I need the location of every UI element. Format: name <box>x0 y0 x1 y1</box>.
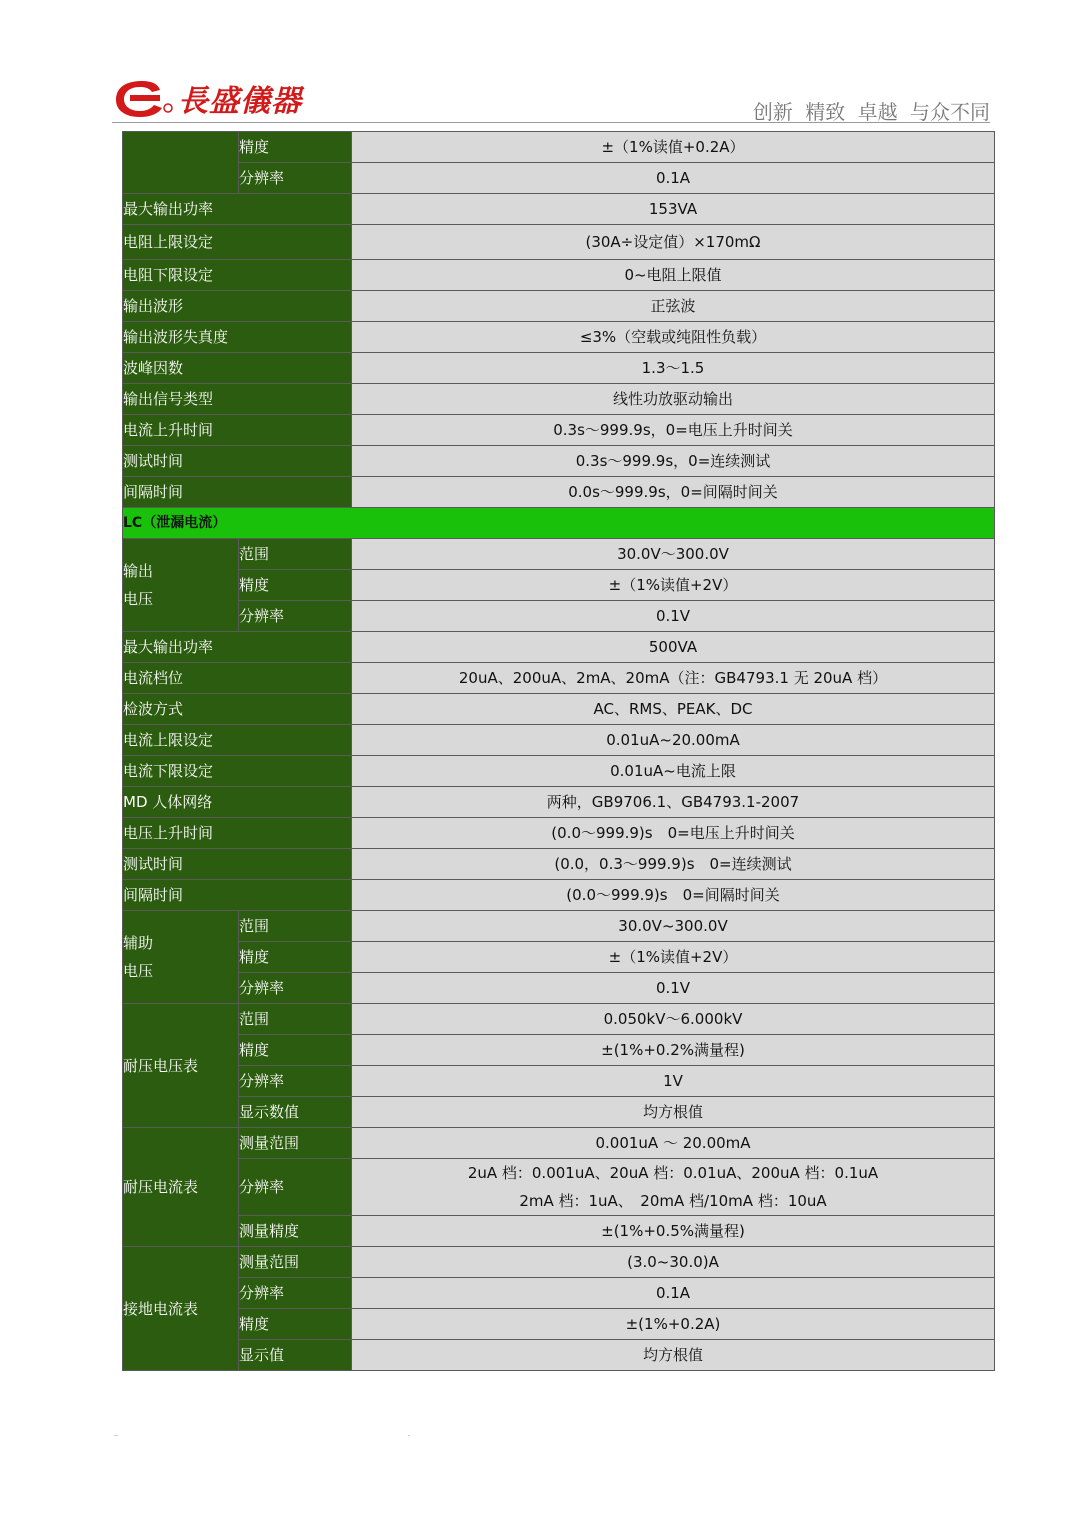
sub-label: 分辨率 <box>239 1066 352 1097</box>
row-label: 最大输出功率 <box>123 194 352 225</box>
section-row <box>123 508 995 539</box>
spec-table <box>122 131 995 1371</box>
value-cell: 1V <box>352 1066 995 1097</box>
value-cell: (3.0~30.0)A <box>352 1247 995 1278</box>
sub-label: 分辨率 <box>239 973 352 1004</box>
row-label: 输出波形失真度 <box>123 322 352 353</box>
value-cell: 0~电阻上限值 <box>352 260 995 291</box>
group-label <box>123 911 239 1004</box>
table-row <box>123 446 995 477</box>
sub-label: 分辨率 <box>239 601 352 632</box>
value-cell: ±（1%读值+0.2A） <box>352 132 995 163</box>
row-label: 间隔时间 <box>123 880 352 911</box>
value-cell: (30A÷设定值）×170mΩ <box>352 225 995 260</box>
table-row <box>123 911 995 942</box>
value-cell: 30.0V～300.0V <box>352 539 995 570</box>
sub-label: 精度 <box>239 132 352 163</box>
table-row <box>123 353 995 384</box>
table-row <box>123 1340 995 1371</box>
table-row <box>123 225 995 260</box>
value-line: 2uA 档：0.001uA、20uA 档：0.01uA、200uA 档：0.1uA <box>467 1164 879 1182</box>
row-label: 输出信号类型 <box>123 384 352 415</box>
table-row <box>123 1128 995 1159</box>
table-row <box>123 1216 995 1247</box>
table-row <box>123 663 995 694</box>
value-cell: 0.1A <box>352 163 995 194</box>
value-cell: (0.0，0.3～999.9)s 0=连续测试 <box>352 849 995 880</box>
table-row <box>123 849 995 880</box>
footer-mark <box>408 1435 410 1436</box>
row-label: 电压上升时间 <box>123 818 352 849</box>
table-row <box>123 163 995 194</box>
row-label: 波峰因数 <box>123 353 352 384</box>
table-row <box>123 787 995 818</box>
sub-label: 分辨率 <box>239 1159 352 1216</box>
table-row <box>123 291 995 322</box>
table-row <box>123 384 995 415</box>
value-cell: ±(1%+0.2A) <box>352 1309 995 1340</box>
sub-label: 精度 <box>239 1035 352 1066</box>
sub-label: 显示值 <box>239 1340 352 1371</box>
table-row <box>123 477 995 508</box>
table-row <box>123 1097 995 1128</box>
value-cell: 0.01uA~20.00mA <box>352 725 995 756</box>
group-label: 耐压电流表 <box>123 1128 239 1247</box>
value-cell: (0.0～999.9)s 0=间隔时间关 <box>352 880 995 911</box>
value-cell: 0.1V <box>352 973 995 1004</box>
sub-label: 显示数值 <box>239 1097 352 1128</box>
value-cell: ±(1%+0.2%满量程) <box>352 1035 995 1066</box>
table-row <box>123 942 995 973</box>
table-row <box>123 1066 995 1097</box>
value-cell <box>352 1159 995 1216</box>
sub-label: 范围 <box>239 1004 352 1035</box>
value-cell: ±（1%读值+2V） <box>352 942 995 973</box>
table-row <box>123 194 995 225</box>
table-row <box>123 1309 995 1340</box>
sub-label: 分辨率 <box>239 1278 352 1309</box>
value-cell: 30.0V~300.0V <box>352 911 995 942</box>
value-cell: 500VA <box>352 632 995 663</box>
brand-logo-icon <box>112 78 174 118</box>
value-cell: 均方根值 <box>352 1097 995 1128</box>
table-row <box>123 818 995 849</box>
sub-label: 分辨率 <box>239 163 352 194</box>
group-label-line: 辅助 <box>123 934 154 952</box>
table-row <box>123 880 995 911</box>
table-row <box>123 260 995 291</box>
group-label <box>123 539 239 632</box>
table-row <box>123 570 995 601</box>
value-cell: 1.3～1.5 <box>352 353 995 384</box>
table-row <box>123 1278 995 1309</box>
value-cell: AC、RMS、PEAK、DC <box>352 694 995 725</box>
table-row <box>123 1247 995 1278</box>
value-cell: 0.050kV～6.000kV <box>352 1004 995 1035</box>
value-cell: ±(1%+0.5%满量程) <box>352 1216 995 1247</box>
table-row <box>123 756 995 787</box>
value-cell: 0.0s～999.9s，0=间隔时间关 <box>352 477 995 508</box>
value-cell: 正弦波 <box>352 291 995 322</box>
value-cell: ≤3%（空载或纯阻性负载） <box>352 322 995 353</box>
value-cell: 0.01uA~电流上限 <box>352 756 995 787</box>
group-label <box>123 132 239 194</box>
table-row <box>123 694 995 725</box>
sub-label: 范围 <box>239 539 352 570</box>
sub-label: 精度 <box>239 1309 352 1340</box>
group-label: 接地电流表 <box>123 1247 239 1371</box>
table-row <box>123 322 995 353</box>
value-cell: 153VA <box>352 194 995 225</box>
table-row <box>123 539 995 570</box>
row-label: MD 人体网络 <box>123 787 352 818</box>
page-header <box>112 72 990 123</box>
row-label: 测试时间 <box>123 446 352 477</box>
value-cell: 0.1V <box>352 601 995 632</box>
table-row <box>123 1159 995 1216</box>
brand-logo <box>112 78 302 118</box>
value-cell: 线性功放驱动输出 <box>352 384 995 415</box>
footer-mark <box>114 1435 118 1436</box>
row-label: 最大输出功率 <box>123 632 352 663</box>
table-row <box>123 632 995 663</box>
row-label: 电流上限设定 <box>123 725 352 756</box>
row-label: 电流下限设定 <box>123 756 352 787</box>
value-line: 2mA 档：1uA、 20mA 档/10mA 档：10uA <box>519 1192 827 1210</box>
table-row <box>123 415 995 446</box>
row-label: 电流上升时间 <box>123 415 352 446</box>
sub-label: 测量范围 <box>239 1128 352 1159</box>
table-row <box>123 601 995 632</box>
table-row <box>123 1035 995 1066</box>
sub-label: 测量范围 <box>239 1247 352 1278</box>
value-cell: 0.001uA ～ 20.00mA <box>352 1128 995 1159</box>
row-label: 电阻上限设定 <box>123 225 352 260</box>
table-row <box>123 1004 995 1035</box>
row-label: 检波方式 <box>123 694 352 725</box>
row-label: 输出波形 <box>123 291 352 322</box>
value-cell: 两种，GB9706.1、GB4793.1-2007 <box>352 787 995 818</box>
value-cell: 0.3s～999.9s，0=连续测试 <box>352 446 995 477</box>
row-label: 电流档位 <box>123 663 352 694</box>
slogan: 创新 精致 卓越 与众不同 <box>752 100 990 124</box>
row-label: 测试时间 <box>123 849 352 880</box>
value-cell: 均方根值 <box>352 1340 995 1371</box>
value-cell: 0.1A <box>352 1278 995 1309</box>
value-cell: 20uA、200uA、2mA、20mA（注：GB4793.1 无 20uA 档） <box>352 663 995 694</box>
row-label: 间隔时间 <box>123 477 352 508</box>
value-cell: 0.3s～999.9s，0=电压上升时间关 <box>352 415 995 446</box>
section-header-lc: LC（泄漏电流） <box>123 508 995 539</box>
value-cell: ±（1%读值+2V） <box>352 570 995 601</box>
group-label-line: 电压 <box>123 590 154 608</box>
group-label: 耐压电压表 <box>123 1004 239 1128</box>
sub-label: 测量精度 <box>239 1216 352 1247</box>
row-label: 电阻下限设定 <box>123 260 352 291</box>
group-label-line: 电压 <box>123 962 154 980</box>
brand-name: 長盛儀器 <box>178 84 302 119</box>
value-cell: (0.0～999.9)s 0=电压上升时间关 <box>352 818 995 849</box>
sub-label: 精度 <box>239 570 352 601</box>
table-row <box>123 973 995 1004</box>
sub-label: 精度 <box>239 942 352 973</box>
group-label-line: 输出 <box>123 562 154 580</box>
table-row <box>123 132 995 163</box>
sub-label: 范围 <box>239 911 352 942</box>
table-row <box>123 725 995 756</box>
